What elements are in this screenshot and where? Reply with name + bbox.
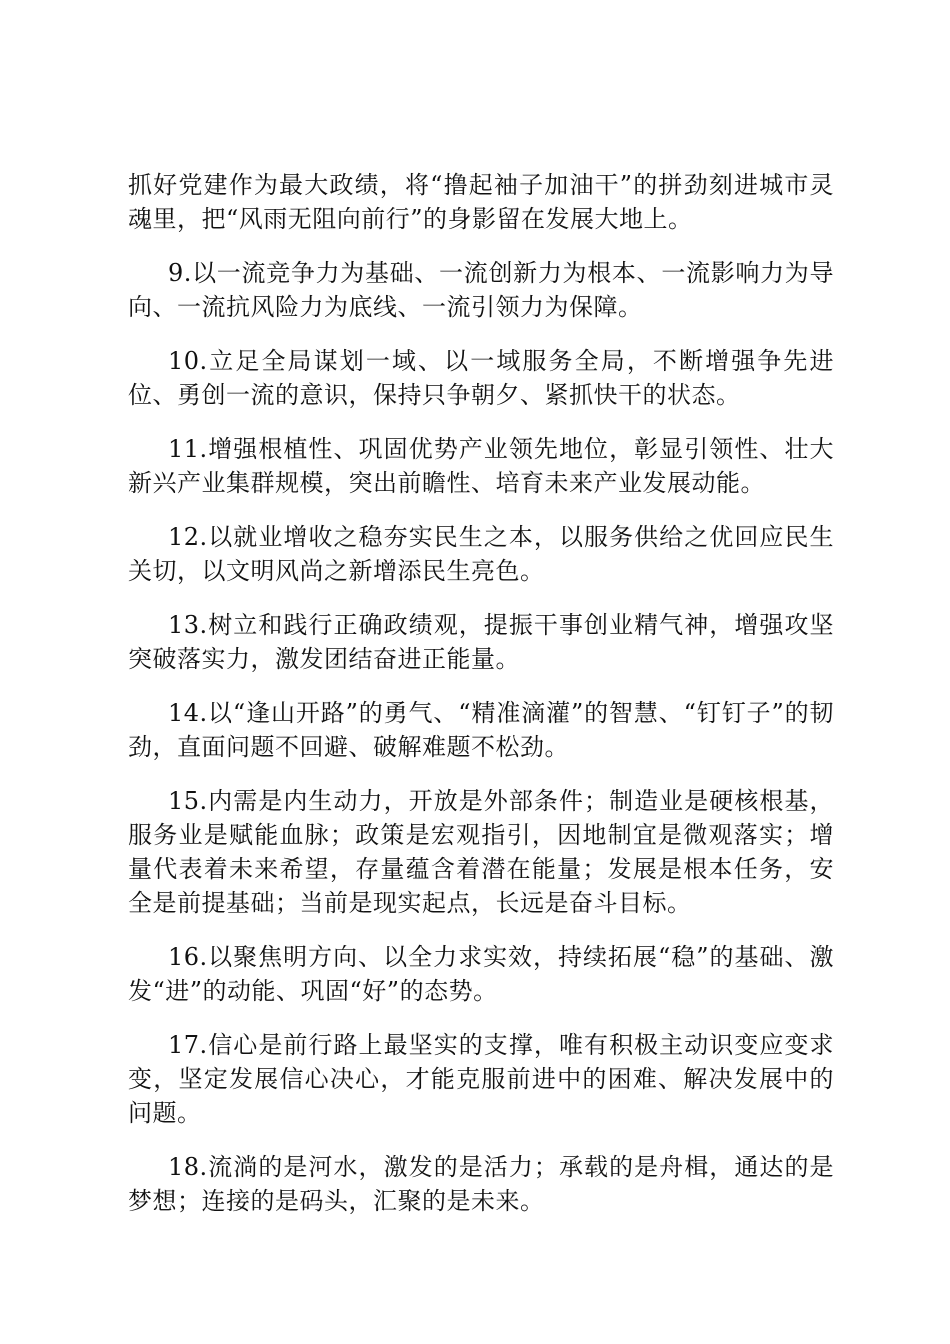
paragraph: 18.流淌的是河水，激发的是活力；承载的是舟楫，通达的是梦想；连接的是码头，汇聚的是未来。 [128,1153,834,1215]
paragraph: 16.以聚焦明方向、以全力求实效，持续拓展“稳”的基础、激发“进”的动能、巩固“好”的态势。 [128,943,834,1005]
document-body [128,168,834,1238]
paragraph: 15.内需是内生动力，开放是外部条件；制造业是硬核根基，服务业是赋能血脉；政策是宏观指引，因地制宜是微观落实；增量代表着未来希望，存量蕴含着潜在能量；发展是根本任务，安全是前提基础；当前是现实起点，长远是奋斗目标。 [128,787,834,917]
paragraph: 12.以就业增收之稳夯实民生之本，以服务供给之优回应民生关切，以文明风尚之新增添民生亮色。 [128,523,834,585]
paragraph: 14.以“逢山开路”的勇气、“精准滴灌”的智慧、“钉钉子”的韧劲，直面问题不回避、破解难题不松劲。 [128,699,834,761]
paragraph: 抓好党建作为最大政绩，将“撸起袖子加油干”的拼劲刻进城市灵魂里，把“风雨无阻向前行”的身影留在发展大地上。 [128,171,834,233]
paragraph: 11.增强根植性、巩固优势产业领先地位，彰显引领性、壮大新兴产业集群规模，突出前瞻性、培育未来产业发展动能。 [128,435,834,497]
paragraph: 17.信心是前行路上最坚实的支撑，唯有积极主动识变应变求变，坚定发展信心决心，才能克服前进中的困难、解决发展中的问题。 [128,1031,834,1127]
paragraph: 13.树立和践行正确政绩观，提振干事创业精气神，增强攻坚突破落实力，激发团结奋进正能量。 [128,611,834,673]
paragraph: 10.立足全局谋划一域、以一域服务全局，不断增强争先进位、勇创一流的意识，保持只争朝夕、紧抓快干的状态。 [128,347,834,409]
paragraph: 9.以一流竞争力为基础、一流创新力为根本、一流影响力为导向、一流抗风险力为底线、一流引领力为保障。 [128,259,834,321]
